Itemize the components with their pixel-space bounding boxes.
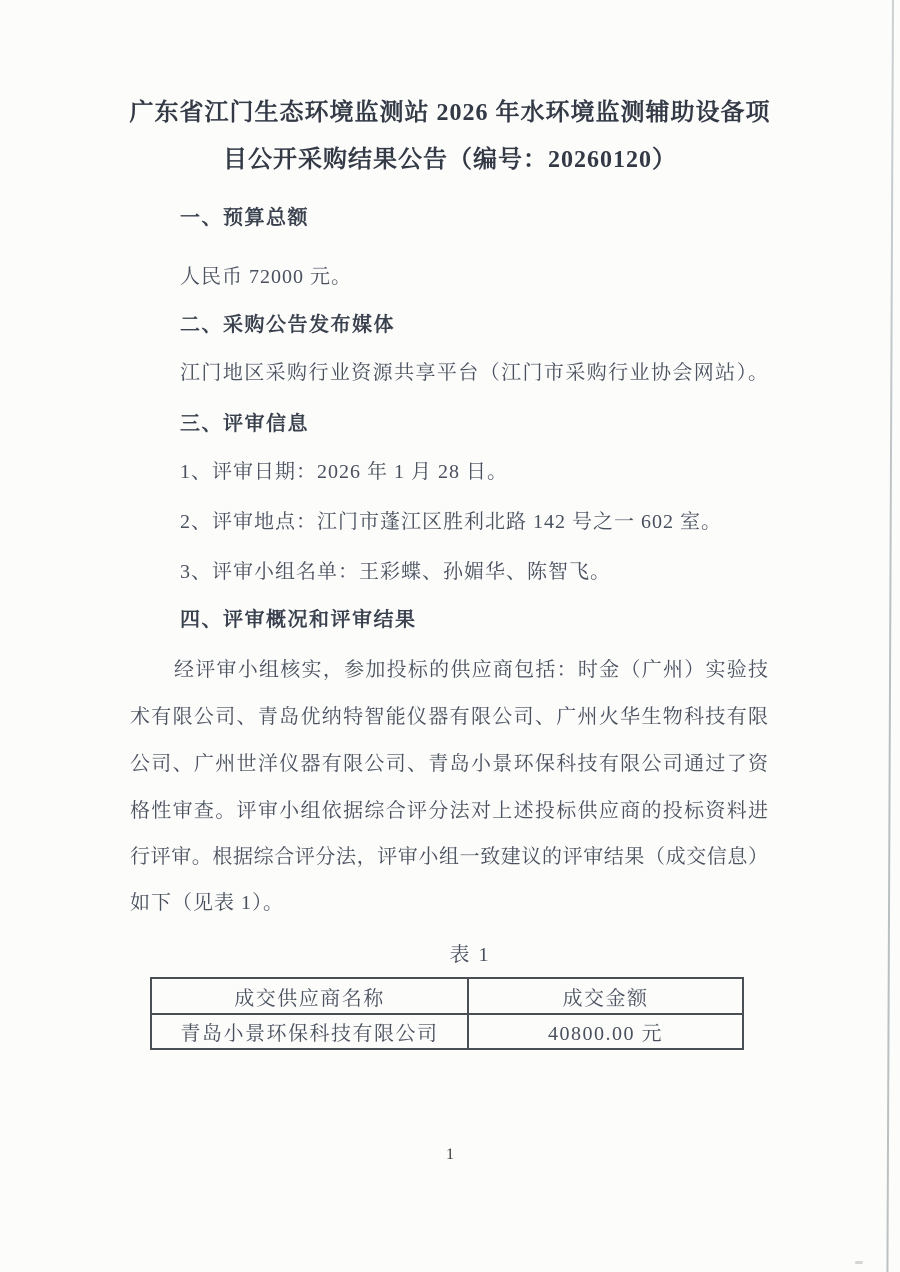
scan-speck [855,1261,863,1264]
scan-edge-line [886,0,894,1272]
document-title-line-1: 广东省江门生态环境监测站 2026 年水环境监测辅助设备项 [129,100,771,126]
table-caption: 表 1 [449,944,491,966]
table-header-amount: 成交金额 [468,978,743,1014]
winning-supplier-name: 青岛小景环保科技有限公司 [151,1014,468,1049]
section-3-heading: 三、评审信息 [180,413,309,435]
table-header-row [151,978,743,1014]
page-number: 1 [446,1146,454,1163]
result-table [150,977,744,1050]
review-location-item: 2、评审地点：江门市蓬江区胜利北路 142 号之一 602 室。 [180,511,722,533]
document-title-line-2: 目公开采购结果公告（编号：20260120） [223,147,677,173]
section-1-heading: 一、预算总额 [180,207,309,229]
winning-amount: 40800.00 元 [468,1014,743,1049]
table-header-supplier: 成交供应商名称 [151,978,468,1014]
review-date-item: 1、评审日期：2026 年 1 月 28 日。 [180,461,508,483]
review-paragraph-line: 行评审。根据综合评分法，评审小组一致建议的评审结果（成交信息） [130,846,768,868]
table-row [151,1014,743,1049]
review-paragraph-line: 公司、广州世洋仪器有限公司、青岛小景环保科技有限公司通过了资 [130,753,768,775]
review-paragraph-line: 经评审小组核实，参加投标的供应商包括：时金（广州）实验技 [174,659,768,681]
review-panel-item: 3、评审小组名单：王彩蝶、孙媚华、陈智飞。 [180,561,611,583]
section-4-heading: 四、评审概况和评审结果 [180,609,417,631]
review-paragraph-line: 术有限公司、青岛优纳特智能仪器有限公司、广州火华生物科技有限 [130,706,768,728]
review-paragraph-line: 如下（见表 1）。 [130,892,284,914]
publish-media-text: 江门地区采购行业资源共享平台（江门市采购行业协会网站）。 [180,362,768,384]
review-paragraph-line: 格性审查。评审小组依据综合评分法对上述投标供应商的投标资料进 [130,800,768,822]
budget-amount-text: 人民币 72000 元。 [180,266,352,288]
section-2-heading: 二、采购公告发布媒体 [180,314,395,336]
